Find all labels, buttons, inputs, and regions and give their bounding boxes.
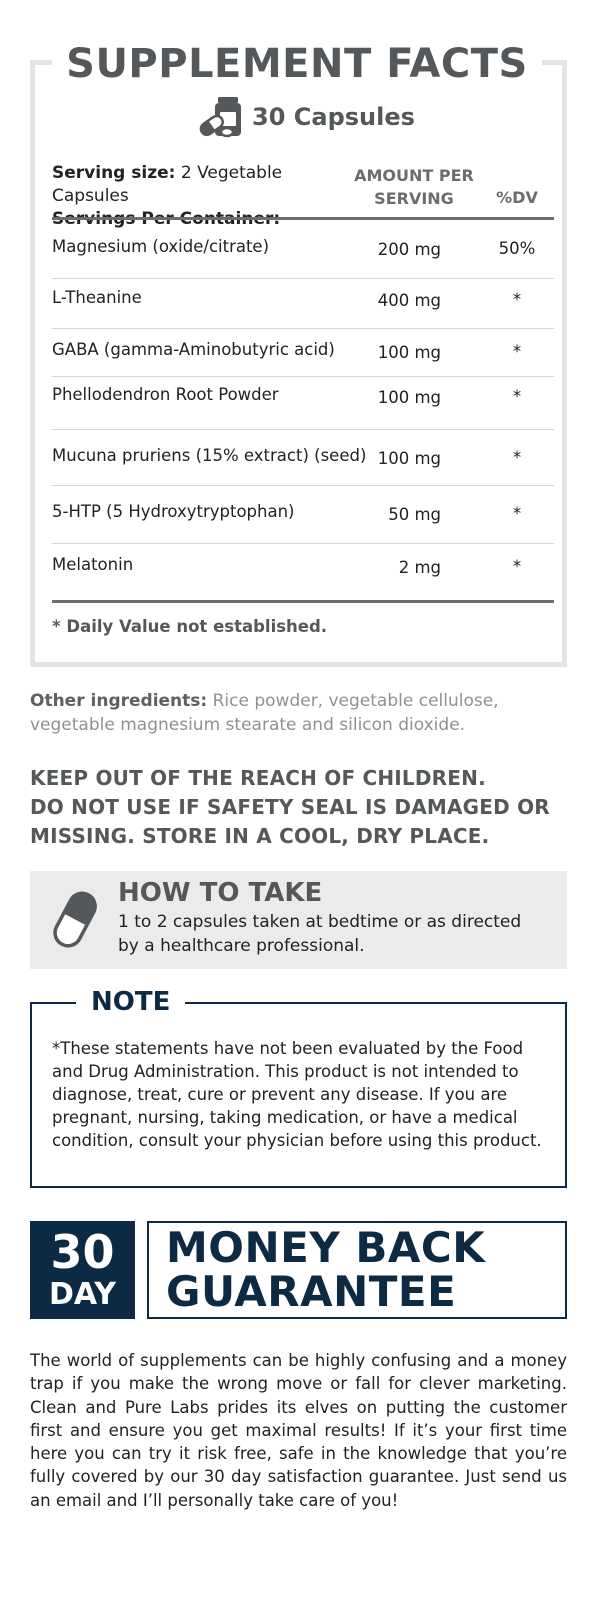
capsule-count: 30 Capsules <box>252 103 415 131</box>
nutrient-amount: 2 mg <box>398 558 441 577</box>
other-ingredients-label: Other ingredients: <box>30 691 208 711</box>
guarantee-title <box>166 1223 556 1316</box>
capsule-icon <box>50 888 102 952</box>
row-divider <box>52 485 554 486</box>
row-divider <box>52 429 554 430</box>
nutrient-name: L-Theanine <box>52 288 142 307</box>
nutrient-amount: 100 mg <box>377 449 441 468</box>
nutrient-dv: * <box>512 557 522 576</box>
days-unit: DAY <box>49 1277 116 1312</box>
nutrient-amount: 50 mg <box>388 505 441 524</box>
nutrient-name: Mucuna pruriens (15% extract) (seed) <box>52 446 367 465</box>
nutrient-name: 5-HTP (5 Hydroxytryptophan) <box>52 502 295 521</box>
serving-info <box>52 162 352 231</box>
nutrient-amount: 200 mg <box>377 240 441 259</box>
serving-size-line <box>52 162 352 208</box>
amount-per-serving-header <box>350 164 478 210</box>
serving-size-value: 2 Vegetable Capsules <box>52 163 283 206</box>
how-to-take-title: HOW TO TAKE <box>118 878 323 908</box>
serving-size-label: Serving size: <box>52 163 176 183</box>
nutrient-dv: * <box>512 448 522 467</box>
nutrient-name: Magnesium (oxide/citrate) <box>52 237 270 256</box>
warning-line: MISSING. STORE IN A COOL, DRY PLACE. <box>30 824 490 848</box>
nutrient-dv: 50% <box>498 239 536 258</box>
thirty-day-badge <box>30 1221 135 1319</box>
pill-bottle-icon <box>198 96 246 138</box>
nutrient-row <box>52 237 554 261</box>
header-divider <box>52 217 554 220</box>
safety-warning <box>30 764 590 851</box>
nutrient-name: Phellodendron Root Powder <box>52 385 279 404</box>
row-divider <box>52 278 554 279</box>
nutrient-amount: 400 mg <box>377 291 441 310</box>
nutrient-row <box>52 446 554 470</box>
row-divider <box>52 543 554 544</box>
amount-header-line2: SERVING <box>374 189 454 208</box>
nutrient-name: GABA (gamma-Aminobutyric acid) <box>52 340 335 359</box>
guarantee-title-line2: GUARANTEE <box>166 1267 457 1316</box>
nutrient-row <box>52 385 554 409</box>
row-divider <box>52 328 554 329</box>
days-number: 30 <box>50 1225 115 1279</box>
note-title: NOTE <box>76 984 185 1020</box>
dv-header: %DV <box>496 188 538 207</box>
nutrient-dv: * <box>512 504 522 523</box>
nutrient-row <box>52 555 554 579</box>
other-ingredients <box>30 689 570 737</box>
nutrient-amount: 100 mg <box>377 388 441 407</box>
warning-line: KEEP OUT OF THE REACH OF CHILDREN. <box>30 766 486 790</box>
other-ingredients-text: Rice powder, vegetable cellulose, vegetable magnesium stearate and silicon dioxide. <box>30 691 499 735</box>
footer-divider <box>52 600 554 603</box>
nutrient-name: Melatonin <box>52 555 134 574</box>
row-divider <box>52 376 554 377</box>
guarantee-text: The world of supplements can be highly confusing and a money trap if you make the wrong move or fall for clever marketing. Clean and Pure Labs prides its elves on putting the customer first and ensure you get maximal results! If it’s your first time here you can try it risk free, safe in the knowledge that you’re fully covered by our 30 day satisfaction guarantee. Just send us an email and I’ll personally take care of you! <box>30 1351 567 1510</box>
supplement-facts-title: SUPPLEMENT FACTS <box>52 38 542 90</box>
warning-line: DO NOT USE IF SAFETY SEAL IS DAMAGED OR <box>30 795 550 819</box>
nutrient-amount: 100 mg <box>377 343 441 362</box>
daily-value-footnote: * Daily Value not established. <box>52 617 328 636</box>
how-to-take-text: 1 to 2 capsules taken at bedtime or as directed by a healthcare professional. <box>118 912 522 956</box>
amount-header-line1: AMOUNT PER <box>354 166 474 185</box>
nutrient-row <box>52 340 554 364</box>
nutrient-dv: * <box>512 342 522 361</box>
note-text: *These statements have not been evaluated by the Food and Drug Administration. This product is not intended to diagnose, treat, cure or prevent any disease. If you are pregnant, nursing, taking medication, or have a medical condition, consult your physician before using this product. <box>52 1039 542 1150</box>
nutrient-dv: * <box>512 290 522 309</box>
capsule-count-row <box>198 96 415 138</box>
guarantee-title-line1: MONEY BACK <box>166 1223 486 1272</box>
nutrient-row <box>52 288 554 312</box>
nutrient-dv: * <box>512 387 522 406</box>
nutrient-row <box>52 502 554 526</box>
